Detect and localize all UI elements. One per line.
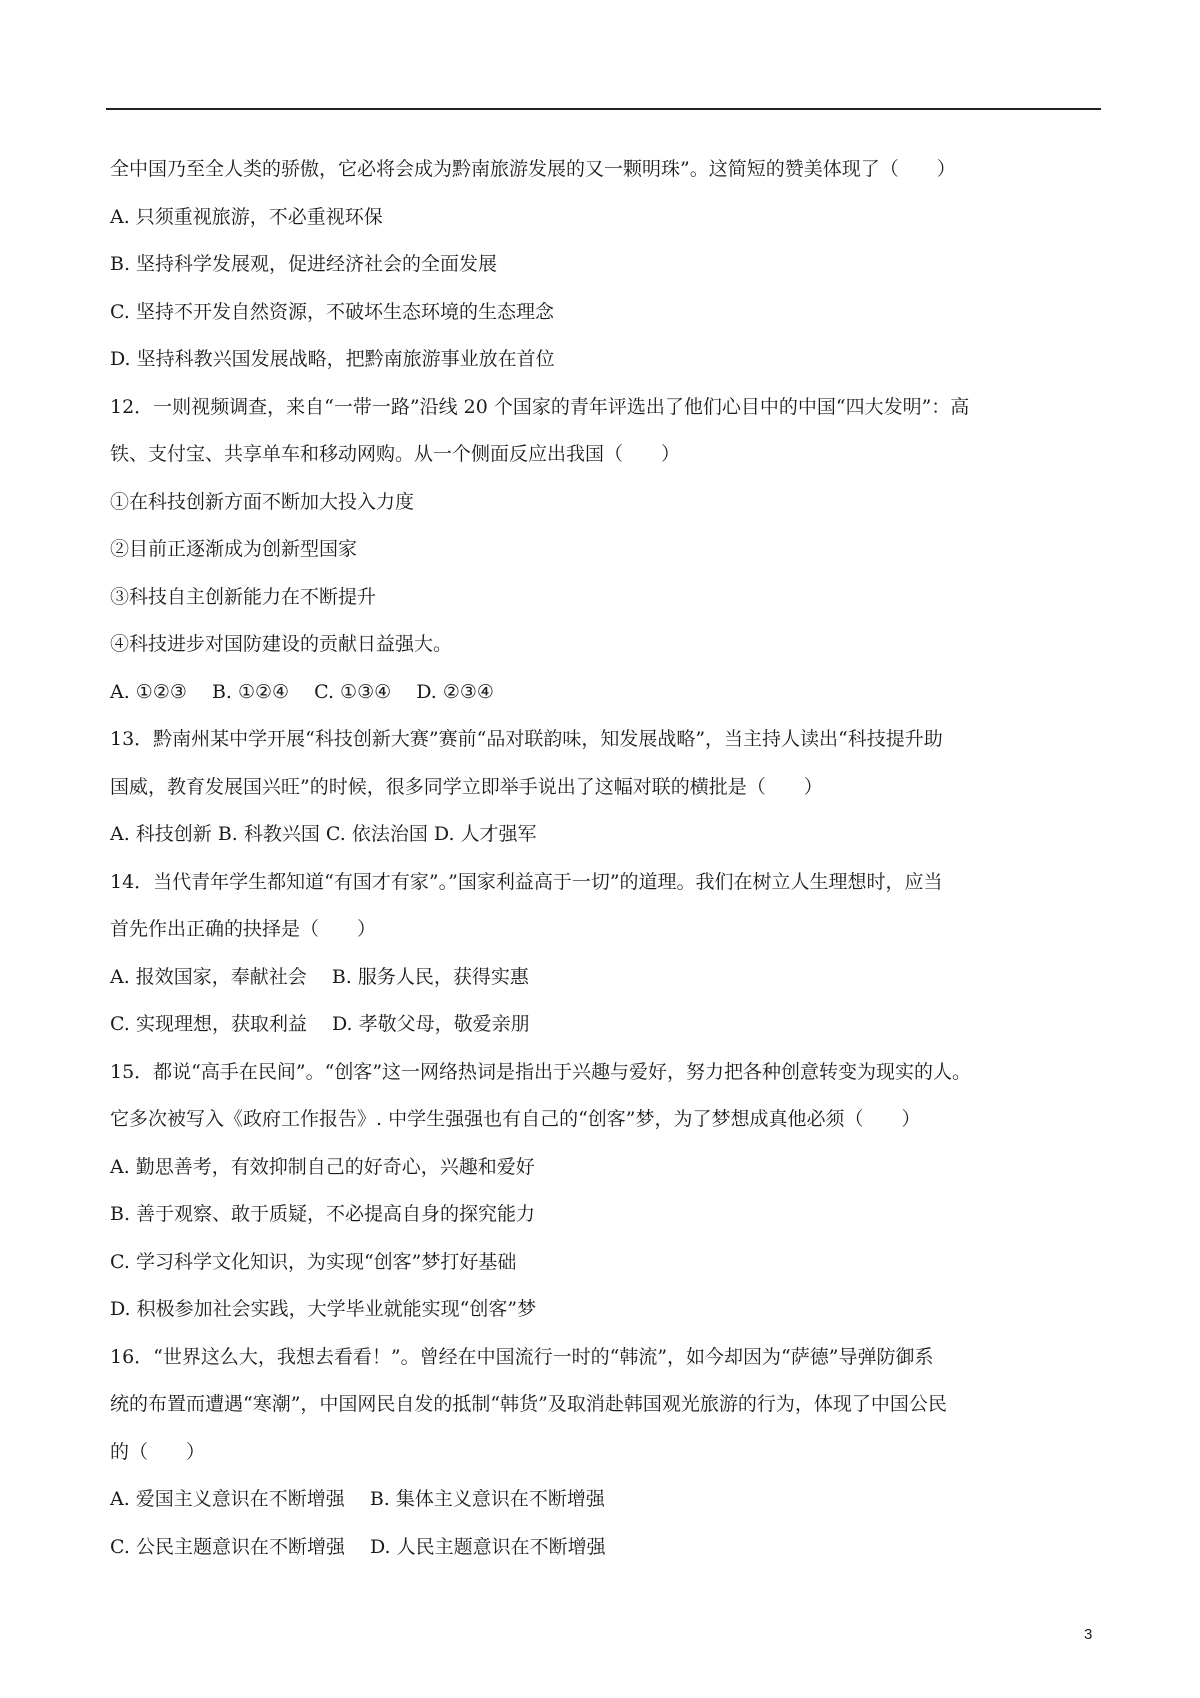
option-line: A. 只须重视旅游，不必重视环保: [110, 205, 383, 228]
option-line: C. 公民主题意识在不断增强 D. 人民主题意识在不断增强: [110, 1535, 606, 1558]
question-12-line: 12．一则视频调查，来自“一带一路”沿线 20 个国家的青年评选出了他们心目中的中国“四大发明”：高: [110, 395, 970, 418]
question-15-line: 15．都说“高手在民间”。“创客”这一网络热词是指出于兴趣与爱好，努力把各种创意转变为现实的人。: [110, 1060, 972, 1083]
option-line: A. 勤思善考，有效抑制自己的好奇心，兴趣和爱好: [110, 1155, 535, 1178]
question-15-line: 它多次被写入《政府工作报告》. 中学生强强也有自己的“创客”梦，为了梦想成真他必须（ ）: [110, 1108, 921, 1130]
question-14-line: 首先作出正确的抉择是（ ）: [110, 918, 377, 940]
header-rule: [106, 108, 1101, 110]
option-line: A. 科技创新 B. 科教兴国 C. 依法治国 D. 人才强军: [110, 823, 537, 845]
statement-line: ④科技进步对国防建设的贡献日益强大。: [110, 633, 453, 655]
statement-line: ③科技自主创新能力在不断提升: [110, 585, 377, 608]
option-line: A. 爱国主义意识在不断增强 B. 集体主义意识在不断增强: [110, 1488, 605, 1510]
document-body: [110, 146, 1100, 1571]
option-line: C. 学习科学文化知识，为实现“创客”梦打好基础: [110, 1250, 517, 1273]
option-line: A. ①②③ B. ①②④ C. ①③④ D. ②③④: [110, 680, 494, 703]
option-line: C. 坚持不开发自然资源，不破坏生态环境的生态理念: [110, 300, 554, 323]
option-line: B. 善于观察、敢于质疑，不必提高自身的探究能力: [110, 1203, 536, 1225]
option-line: D. 坚持科教兴国发展战略，把黔南旅游事业放在首位: [110, 348, 555, 370]
text-line: 全中国乃至全人类的骄傲，它必将会成为黔南旅游发展的又一颗明珠”。这简短的赞美体现了（ ）: [110, 158, 956, 180]
question-14-line: 14．当代青年学生都知道“有国才有家”。”国家利益高于一切”的道理。我们在树立人生理想时，应当: [110, 870, 943, 893]
option-line: A. 报效国家，奉献社会 B. 服务人民，获得实惠: [110, 965, 529, 988]
question-12-line: 铁、支付宝、共享单车和移动网购。从一个侧面反应出我国（ ）: [110, 443, 681, 465]
question-16-line: 统的布置而遭遇“寒潮”，中国网民自发的抵制“韩货”及取消赴韩国观光旅游的行为，体现了中国公民: [110, 1393, 947, 1415]
question-13-line: 国威，教育发展国兴旺”的时候，很多同学立即举手说出了这幅对联的横批是（ ）: [110, 775, 823, 798]
question-16-line: 16．“世界这么大，我想去看看！”。曾经在中国流行一时的“韩流”，如今却因为“萨德”导弹防御系: [110, 1345, 934, 1368]
statement-line: ②目前正逐渐成为创新型国家: [110, 538, 358, 560]
statement-line: ①在科技创新方面不断加大投入力度: [110, 490, 415, 513]
option-line: B. 坚持科学发展观，促进经济社会的全面发展: [110, 253, 498, 275]
question-16-line: 的（ ）: [110, 1440, 206, 1463]
page-number: 3: [1084, 1626, 1093, 1643]
option-line: D. 积极参加社会实践，大学毕业就能实现“创客”梦: [110, 1298, 537, 1320]
question-13-line: 13．黔南州某中学开展“科技创新大赛”赛前“品对联韵味，知发展战略”，当主持人读出“科技提升助: [110, 728, 943, 750]
option-line: C. 实现理想，获取利益 D. 孝敬父母，敬爱亲朋: [110, 1013, 530, 1035]
